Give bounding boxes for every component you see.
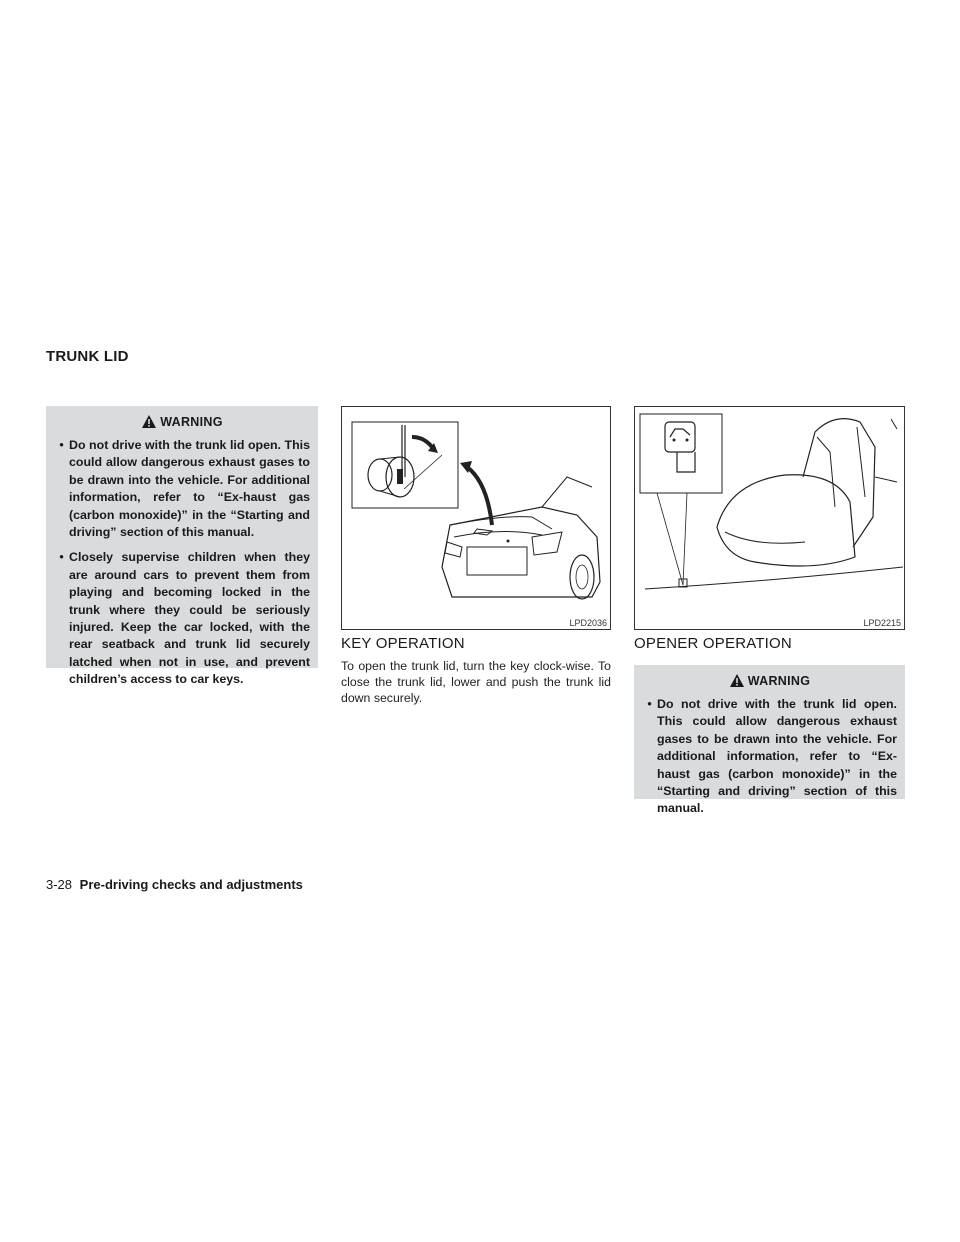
key-operation-text: To open the trunk lid, turn the key clock-wise. To close the trunk lid, lower and push the trunk lid down securely. [341, 659, 611, 705]
warning-item-text: Closely supervise children when they are around cars to prevent them from playing and becoming locked in the trunk where they could be seriously injured. Keep the car locked, with the rear seatback and trunk lid securely latched when not in use, and prevent children’s access to car keys. [69, 550, 310, 687]
trunk-opener-illustration [635, 407, 904, 629]
section-title: TRUNK LID [46, 348, 129, 365]
bullet: • [59, 438, 64, 452]
warning-triangle-icon [729, 673, 745, 688]
page-number: 3-28 [46, 877, 73, 892]
warning-box-left [46, 406, 318, 687]
warning-triangle-icon [141, 414, 157, 429]
bullet: • [59, 550, 64, 565]
chapter-title: Pre-driving checks and adjustments [79, 877, 303, 892]
page-footer [46, 877, 303, 892]
key-operation-heading: KEY OPERATION [341, 635, 465, 652]
trunk-key-illustration [342, 407, 610, 629]
warning-heading [642, 673, 897, 688]
figure-code: LPD2215 [863, 618, 901, 628]
warning-item [642, 696, 897, 818]
warning-item [54, 549, 310, 688]
warning-item-text: Do not drive with the trunk lid open. This could allow dangerous exhaust gases to be drawn into the vehicle. For additional information, refer to “Ex-haust gas (carbon monoxide)” in the “Starting and driving” section of this manual. [69, 438, 310, 540]
warning-list [642, 696, 897, 818]
warning-heading-text: WARNING [747, 673, 811, 688]
figure-code: LPD2036 [569, 618, 607, 628]
warning-heading-text: WARNING [160, 414, 223, 429]
opener-operation-heading: OPENER OPERATION [634, 635, 792, 652]
warning-item-text: Do not drive with the trunk lid open. This could allow dangerous exhaust gases to be drawn into the vehicle. For additional information, refer to “Ex-haust gas (carbon monoxide)” in the “Starting and driving” section of this manual. [657, 697, 897, 816]
figure-key-operation [341, 406, 611, 630]
warning-item [54, 437, 310, 541]
warning-heading [54, 414, 310, 429]
warning-list [54, 437, 310, 689]
bullet: • [647, 697, 652, 711]
figure-opener-operation [634, 406, 905, 630]
warning-box-right [634, 665, 905, 816]
